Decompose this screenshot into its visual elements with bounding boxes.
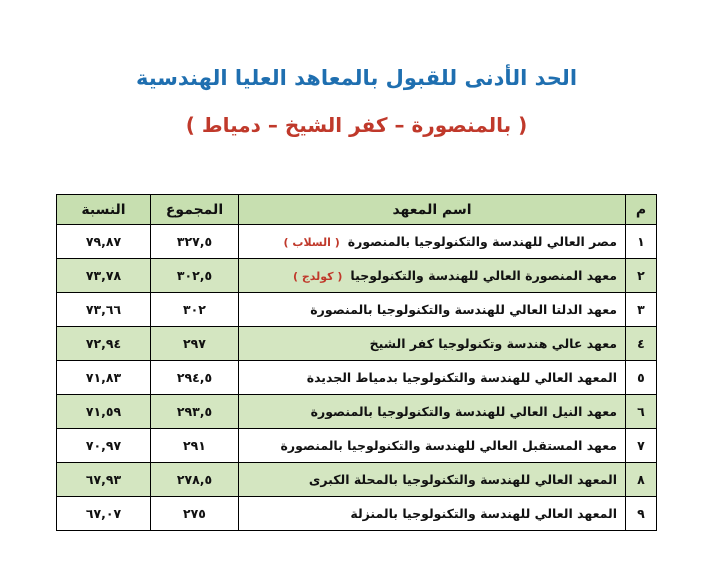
row-name-cell <box>239 259 626 293</box>
row-name: مصر العالي للهندسة والتكنولوجيا بالمنصورة <box>347 234 617 249</box>
row-num: ٤ <box>626 327 657 361</box>
row-tag: ( السلاب ) <box>283 236 340 249</box>
row-pct: ٦٧,٩٣ <box>57 463 151 497</box>
row-sum: ٢٧٨,٥ <box>151 463 239 497</box>
row-pct: ٧٢,٩٤ <box>57 327 151 361</box>
row-name: معهد الدلتا العالي للهندسة والتكنولوجيا بالمنصورة <box>239 293 626 327</box>
table-row <box>57 429 657 463</box>
row-num: ٩ <box>626 497 657 531</box>
row-sum: ٢٩٣,٥ <box>151 395 239 429</box>
row-sum: ٣٠٢,٥ <box>151 259 239 293</box>
header-sum: المجموع <box>151 195 239 225</box>
row-num: ٣ <box>626 293 657 327</box>
row-name: معهد المستقبل العالي للهندسة والتكنولوجيا بالمنصورة <box>239 429 626 463</box>
table-row <box>57 327 657 361</box>
row-name: معهد النيل العالي للهندسة والتكنولوجيا بالمنصورة <box>239 395 626 429</box>
row-sum: ٢٩٧ <box>151 327 239 361</box>
table-row <box>57 395 657 429</box>
table-row <box>57 497 657 531</box>
row-pct: ٧٣,٦٦ <box>57 293 151 327</box>
table-row <box>57 259 657 293</box>
row-name: معهد عالي هندسة وتكنولوجيا كفر الشيخ <box>239 327 626 361</box>
row-pct: ٦٧,٠٧ <box>57 497 151 531</box>
row-name: المعهد العالي للهندسة والتكنولوجيا بدمياط الجديدة <box>239 361 626 395</box>
row-sum: ٢٩١ <box>151 429 239 463</box>
row-pct: ٧٩,٨٧ <box>57 225 151 259</box>
row-num: ٢ <box>626 259 657 293</box>
header-name: اسم المعهد <box>239 195 626 225</box>
header-pct: النسبة <box>57 195 151 225</box>
row-name: معهد المنصورة العالي للهندسة والتكنولوجيا <box>350 268 617 283</box>
row-sum: ٣٠٢ <box>151 293 239 327</box>
table-row <box>57 225 657 259</box>
header-num: م <box>626 195 657 225</box>
page-title: الحد الأدنى للقبول بالمعاهد العليا الهندسية <box>135 66 578 90</box>
row-pct: ٧٣,٧٨ <box>57 259 151 293</box>
row-sum: ٢٩٤,٥ <box>151 361 239 395</box>
row-pct: ٧١,٨٣ <box>57 361 151 395</box>
table-header-row <box>57 195 657 225</box>
table-row <box>57 463 657 497</box>
row-sum: ٣٢٧,٥ <box>151 225 239 259</box>
row-num: ١ <box>626 225 657 259</box>
row-name: المعهد العالي للهندسة والتكنولوجيا بالمحلة الكبرى <box>239 463 626 497</box>
row-num: ٧ <box>626 429 657 463</box>
row-pct: ٧٠,٩٧ <box>57 429 151 463</box>
row-num: ٥ <box>626 361 657 395</box>
page-subtitle: ( بالمنصورة – كفر الشيخ – دمياط ) <box>185 113 528 137</box>
row-num: ٨ <box>626 463 657 497</box>
admission-table <box>56 194 657 531</box>
row-name-cell <box>239 225 626 259</box>
table-row <box>57 361 657 395</box>
row-name: المعهد العالي للهندسة والتكنولوجيا بالمنزلة <box>239 497 626 531</box>
row-pct: ٧١,٥٩ <box>57 395 151 429</box>
table-row <box>57 293 657 327</box>
row-sum: ٢٧٥ <box>151 497 239 531</box>
row-tag: ( كولدج ) <box>293 270 343 283</box>
row-num: ٦ <box>626 395 657 429</box>
